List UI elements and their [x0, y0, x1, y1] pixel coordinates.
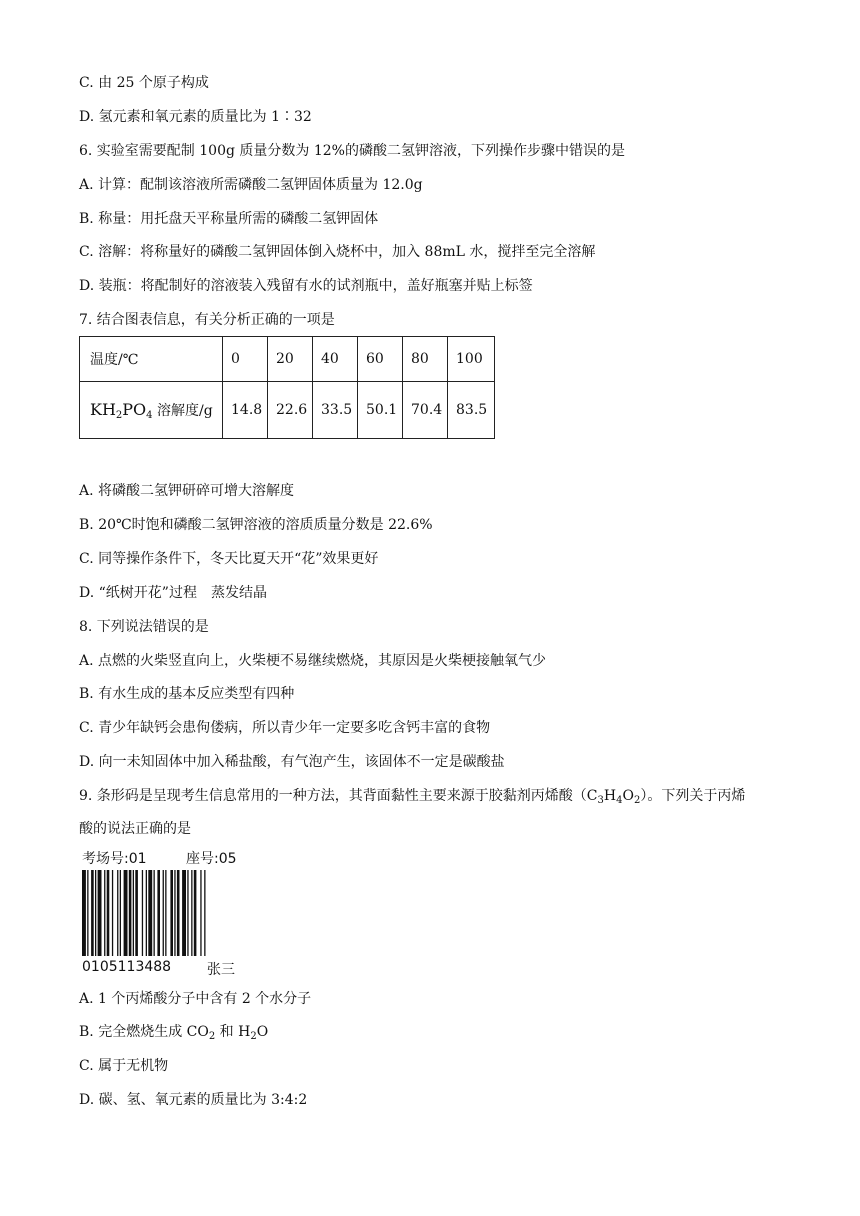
table-cell: 0 [223, 337, 268, 382]
table-cell: 20 [268, 337, 313, 382]
q8-option-a: A. 点燃的火柴竖直向上，火柴梗不易继续燃烧，其原因是火柴梗接触氧气少 [79, 653, 547, 669]
q7-stem: 7. 结合图表信息，有关分析正确的一项是 [79, 312, 335, 328]
barcode-stripe [112, 870, 113, 956]
barcode-stripe [191, 870, 192, 956]
table-cell: 40 [313, 337, 358, 382]
q9-option-d: D. 碳、氢、氧元素的质量比为 3:4:2 [79, 1092, 308, 1108]
barcode-stripe [98, 870, 102, 956]
barcode-stripe [154, 870, 155, 956]
barcode-stripe [177, 870, 180, 956]
table-row-solubility [80, 382, 495, 439]
q7-option-d: D. “纸树开花”过程 蒸发结晶 [79, 585, 267, 601]
q9-option-a: A. 1 个丙烯酸分子中含有 2 个水分子 [79, 991, 312, 1007]
barcode-image [82, 870, 244, 956]
barcode-label [79, 848, 249, 976]
barcode-stripe [117, 870, 118, 956]
barcode-stripe [182, 870, 186, 956]
seat-number: 座号:05 [186, 851, 237, 867]
barcode-stripe [142, 870, 143, 956]
barcode-stripe [104, 870, 105, 956]
q6-option-c: C. 溶解：将称量好的磷酸二氢钾固体倒入烧杯中，加入 88mL 水，搅拌至完全溶解 [79, 244, 596, 260]
table-cell: 83.5 [448, 382, 495, 439]
barcode-stripe [95, 870, 96, 956]
barcode-stripe [82, 870, 86, 956]
table-header-solubility: $KH_2PO_4$ 溶解度/g [80, 382, 223, 439]
barcode-stripe [157, 870, 160, 956]
q8-option-b: B. 有水生成的基本反应类型有四种 [79, 686, 295, 702]
barcode-stripe [107, 870, 110, 956]
barcode-stripe [204, 870, 205, 956]
table-cell: 50.1 [358, 382, 403, 439]
barcode-stripe [165, 870, 166, 956]
student-name: 张三 [207, 962, 235, 978]
q5-option-c: C. 由 25 个原子构成 [79, 75, 209, 91]
table-cell: 33.5 [313, 382, 358, 439]
barcode-stripe [124, 870, 128, 956]
barcode-header [82, 848, 237, 868]
barcode-stripe [200, 870, 201, 956]
barcode-stripe [174, 870, 175, 956]
q5-option-d: D. 氢元素和氧元素的质量比为 1∶32 [79, 109, 312, 125]
table-cell: 70.4 [403, 382, 448, 439]
q6-option-a: A. 计算：配制该溶液所需磷酸二氢钾固体质量为 12.0g [79, 177, 423, 193]
q9-option-b: B. 完全燃烧生成 $CO_2$ 和 $H_2O$ [79, 1024, 269, 1042]
barcode-number: 0105113488 [82, 959, 172, 975]
table-cell: 100 [448, 337, 495, 382]
table-cell: 14.8 [223, 382, 268, 439]
barcode-stripe [91, 870, 94, 956]
exam-room-number: 考场号:01 [82, 851, 147, 867]
barcode-stripe [129, 870, 132, 956]
q7-option-c: C. 同等操作条件下，冬天比夏天开“花”效果更好 [79, 551, 379, 567]
barcode-footer [82, 959, 247, 978]
table-cell: 60 [358, 337, 403, 382]
barcode-stripe [187, 870, 188, 956]
barcode-stripe [146, 870, 147, 956]
q7-option-a: A. 将磷酸二氢钾研碎可增大溶解度 [79, 483, 295, 499]
table-cell: 80 [403, 337, 448, 382]
barcode-stripe [87, 870, 88, 956]
barcode-stripe [170, 870, 173, 956]
barcode-stripe [194, 870, 197, 956]
table-cell: 22.6 [268, 382, 313, 439]
barcode-stripe [120, 870, 121, 956]
q9-stem-continued: 酸的说法正确的是 [79, 821, 191, 837]
q9-option-c: C. 属于无机物 [79, 1058, 169, 1074]
q6-stem: 6. 实验室需要配制 100g 质量分数为 12%的磷酸二氢钾溶液，下列操作步骤中错误的是 [79, 143, 625, 159]
solubility-table [79, 336, 495, 439]
q6-option-d: D. 装瓶：将配制好的溶液装入残留有水的试剂瓶中，盖好瓶塞并贴上标签 [79, 278, 533, 294]
barcode-stripe [135, 870, 138, 956]
barcode-stripe [163, 870, 164, 956]
q9-stem: 9. 条形码是呈现考生信息常用的一种方法，其背面黏性主要来源于胶黏剂丙烯酸$(C_3H_4O_2)$。下列关于丙烯 [79, 788, 746, 806]
table-header-temperature: 温度/℃ [80, 337, 223, 382]
table-row-temperature [80, 337, 495, 382]
q8-option-c: C. 青少年缺钙会患佝偻病，所以青少年一定要多吃含钙丰富的食物 [79, 720, 491, 736]
barcode-stripe [133, 870, 134, 956]
barcode-stripe [148, 870, 152, 956]
q6-option-b: B. 称量：用托盘天平称量所需的磷酸二氢钾固体 [79, 211, 379, 227]
q8-option-d: D. 向一未知固体中加入稀盐酸，有气泡产生，该固体不一定是碳酸盐 [79, 754, 505, 770]
q8-stem: 8. 下列说法错误的是 [79, 619, 209, 635]
q7-option-b: B. 20℃时饱和磷酸二氢钾溶液的溶质质量分数是 22.6% [79, 517, 433, 533]
